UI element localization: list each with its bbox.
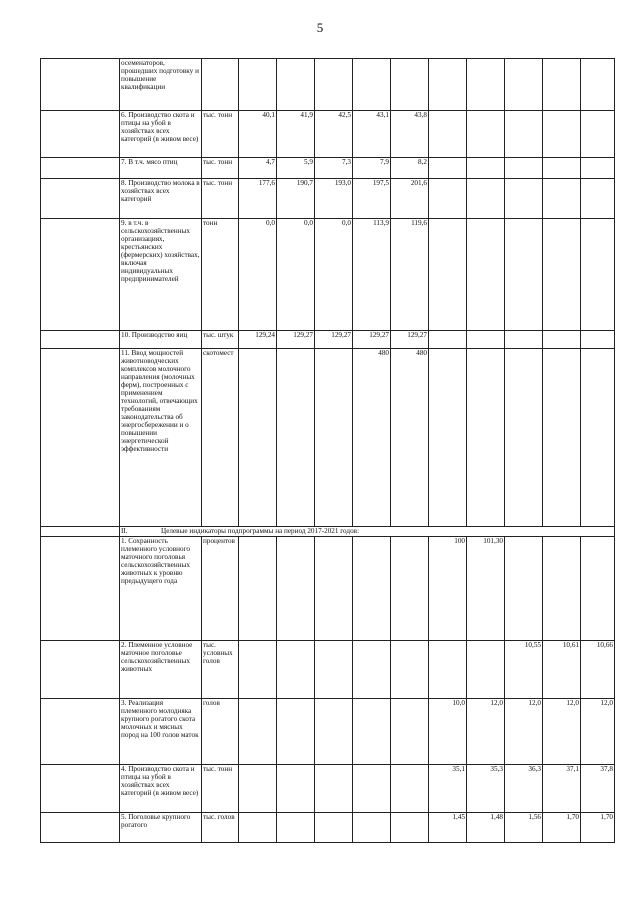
value-cell: 129,27 [353, 331, 391, 349]
table-cell [277, 765, 315, 813]
table-cell [41, 59, 120, 111]
table-cell [277, 537, 315, 641]
table-cell [41, 219, 120, 331]
unit-cell: тонн [202, 219, 239, 331]
table-cell [429, 349, 467, 527]
table-cell [543, 331, 581, 349]
table-cell [467, 59, 505, 111]
indicator-name: 3. Реализация племенного молодняка крупного рогатого скота молочных и мясных пород на 100 голов маток [120, 699, 202, 765]
value-cell: 1,45 [429, 813, 467, 843]
table-cell [277, 813, 315, 843]
table-cell [277, 641, 315, 699]
table-row [41, 765, 615, 813]
table-cell [41, 331, 120, 349]
value-cell: 10,55 [505, 641, 543, 699]
table-cell [505, 219, 543, 331]
value-cell [543, 537, 581, 641]
table-cell [41, 158, 120, 179]
table-cell [315, 813, 353, 843]
table-cell [505, 111, 543, 158]
table-row [41, 699, 615, 765]
value-cell [353, 59, 391, 111]
table-cell [353, 813, 391, 843]
table-cell [41, 527, 120, 537]
value-cell [505, 537, 543, 641]
value-cell: 10,0 [429, 699, 467, 765]
table-row [41, 641, 615, 699]
value-cell: 480 [353, 349, 391, 527]
value-cell: 101,30 [467, 537, 505, 641]
table-row [41, 158, 615, 179]
table-cell [239, 765, 277, 813]
value-cell [429, 641, 467, 699]
table-cell [353, 537, 391, 641]
indicator-name: 4. Производство скота и птицы на убой в хозяйствах всех категорий (в живом весе) [120, 765, 202, 813]
table-cell [467, 331, 505, 349]
value-cell: 12,0 [581, 699, 615, 765]
table-cell [581, 59, 615, 111]
value-cell: 10,61 [543, 641, 581, 699]
value-cell: 12,0 [505, 699, 543, 765]
unit-cell [202, 59, 239, 111]
value-cell: 7,9 [353, 158, 391, 179]
value-cell: 197,5 [353, 179, 391, 219]
value-cell: 37,1 [543, 765, 581, 813]
indicator-name: 8. Производство молока в хозяйствах всех категорий [120, 179, 202, 219]
indicator-name: 2. Племенное условное маточное поголовье сельскохозяйственных животных [120, 641, 202, 699]
table-cell [391, 537, 429, 641]
indicator-name: 11. Ввод мощностей животноводческих комплексов молочного направления (молочных ферм), построенных с применением технологий, отвечающих требованиям законодательства об энергосбережении и о повышении энергетической эффективности [120, 349, 202, 527]
table-row [41, 111, 615, 158]
table-cell [41, 699, 120, 765]
table-cell [543, 219, 581, 331]
table-cell [581, 158, 615, 179]
unit-cell: тыс. тонн [202, 179, 239, 219]
table-cell [505, 349, 543, 527]
indicator-name: 5. Поголовье крупного рогатого [120, 813, 202, 843]
table-cell [581, 349, 615, 527]
table-cell [239, 813, 277, 843]
value-cell: 113,9 [353, 219, 391, 331]
value-cell: 35,3 [467, 765, 505, 813]
table-cell [41, 111, 120, 158]
value-cell: 1,56 [505, 813, 543, 843]
table-cell [581, 331, 615, 349]
value-cell: 129,27 [391, 331, 429, 349]
table-cell [315, 765, 353, 813]
table-cell [467, 349, 505, 527]
value-cell: 129,27 [277, 331, 315, 349]
value-cell [239, 59, 277, 111]
table-cell [41, 537, 120, 641]
table-cell [353, 641, 391, 699]
table-cell [239, 641, 277, 699]
table-cell [41, 349, 120, 527]
table-row [41, 813, 615, 843]
value-cell: 10,66 [581, 641, 615, 699]
value-cell: 5,9 [277, 158, 315, 179]
indicator-name: 9. в т.ч. в сельскохозяйственных организациях, крестьянских (фермерских) хозяйствах, включая индивидуальных предпринимателей [120, 219, 202, 331]
table-cell [315, 699, 353, 765]
value-cell: 40,1 [239, 111, 277, 158]
value-cell: 100 [429, 537, 467, 641]
value-cell [315, 349, 353, 527]
table-cell [581, 179, 615, 219]
value-cell [581, 537, 615, 641]
value-cell: 35,1 [429, 765, 467, 813]
table-cell [391, 765, 429, 813]
table-cell [505, 59, 543, 111]
value-cell [315, 59, 353, 111]
indicator-name: осеменаторов, прошедших подготовку и повышение квалификации [120, 59, 202, 111]
table-cell [277, 699, 315, 765]
value-cell: 190,7 [277, 179, 315, 219]
value-cell: 0,0 [315, 219, 353, 331]
value-cell: 12,0 [543, 699, 581, 765]
indicator-name: 10. Производство яиц [120, 331, 202, 349]
table-cell [41, 179, 120, 219]
table-cell [581, 219, 615, 331]
table-cell [543, 179, 581, 219]
value-cell [391, 59, 429, 111]
table-section-heading [41, 527, 615, 537]
value-cell: 37,8 [581, 765, 615, 813]
table-cell [467, 179, 505, 219]
table-cell [429, 331, 467, 349]
value-cell: 201,6 [391, 179, 429, 219]
unit-cell: процентов [202, 537, 239, 641]
value-cell: 7,3 [315, 158, 353, 179]
table-cell [429, 111, 467, 158]
value-cell [239, 349, 277, 527]
table-row [41, 331, 615, 349]
value-cell: 41,9 [277, 111, 315, 158]
value-cell: 0,0 [277, 219, 315, 331]
table-cell [467, 158, 505, 179]
unit-cell: тыс. тонн [202, 158, 239, 179]
table-cell [315, 537, 353, 641]
section-title: Целевые индикаторы подпрограммы на период 2017-2021 годов: [161, 527, 360, 535]
table-cell [543, 349, 581, 527]
page-number: 5 [316, 20, 324, 35]
section-number: II. [121, 527, 128, 535]
table-cell [505, 331, 543, 349]
table-row [41, 179, 615, 219]
table-cell [505, 158, 543, 179]
indicator-name: 7. В т.ч. мясо птиц [120, 158, 202, 179]
indicator-name: 1. Сохранность племенного условного маточного поголовья сельскохозяйственных животных к уровню предыдущего года [120, 537, 202, 641]
indicator-name: 6. Производство скота и птицы на убой в хозяйствах всех категорий (в живом весе) [120, 111, 202, 158]
table-cell [353, 699, 391, 765]
unit-cell: скотомест [202, 349, 239, 527]
table-cell [391, 641, 429, 699]
unit-cell: тыс. штук [202, 331, 239, 349]
value-cell: 1,70 [581, 813, 615, 843]
value-cell: 43,8 [391, 111, 429, 158]
table-cell [239, 537, 277, 641]
table-cell [429, 219, 467, 331]
value-cell: 193,0 [315, 179, 353, 219]
table-cell [429, 158, 467, 179]
value-cell: 1,70 [543, 813, 581, 843]
unit-cell: тыс. голов [202, 813, 239, 843]
unit-cell: тыс. условных голов [202, 641, 239, 699]
value-cell: 43,1 [353, 111, 391, 158]
value-cell: 1,48 [467, 813, 505, 843]
value-cell: 42,5 [315, 111, 353, 158]
table-cell [391, 813, 429, 843]
value-cell: 0,0 [239, 219, 277, 331]
table-cell [41, 813, 120, 843]
table-cell [41, 641, 120, 699]
table-cell [543, 158, 581, 179]
value-cell [467, 641, 505, 699]
table-cell [543, 111, 581, 158]
table-cell [581, 111, 615, 158]
unit-cell: тыс. тонн [202, 111, 239, 158]
table-row [41, 219, 615, 331]
table-cell [467, 219, 505, 331]
table-row [41, 349, 615, 527]
value-cell [277, 59, 315, 111]
value-cell: 177,6 [239, 179, 277, 219]
table-cell [353, 765, 391, 813]
value-cell: 8,2 [391, 158, 429, 179]
section-heading [120, 527, 615, 537]
table-block-2 [41, 537, 615, 843]
value-cell: 119,6 [391, 219, 429, 331]
value-cell: 129,27 [315, 331, 353, 349]
unit-cell: тыс. тонн [202, 765, 239, 813]
table-cell [239, 699, 277, 765]
table-cell [543, 59, 581, 111]
table-cell [505, 179, 543, 219]
value-cell: 480 [391, 349, 429, 527]
value-cell: 4,7 [239, 158, 277, 179]
table-cell [315, 641, 353, 699]
table-row [41, 59, 615, 111]
value-cell: 129,24 [239, 331, 277, 349]
table-row [41, 537, 615, 641]
value-cell: 36,3 [505, 765, 543, 813]
table-cell [467, 111, 505, 158]
indicators-table [40, 58, 615, 843]
unit-cell: голов [202, 699, 239, 765]
table-block-1 [41, 59, 615, 527]
table-cell [391, 699, 429, 765]
table-cell [429, 59, 467, 111]
value-cell [277, 349, 315, 527]
table-cell [429, 179, 467, 219]
value-cell: 12,0 [467, 699, 505, 765]
table-cell [41, 765, 120, 813]
